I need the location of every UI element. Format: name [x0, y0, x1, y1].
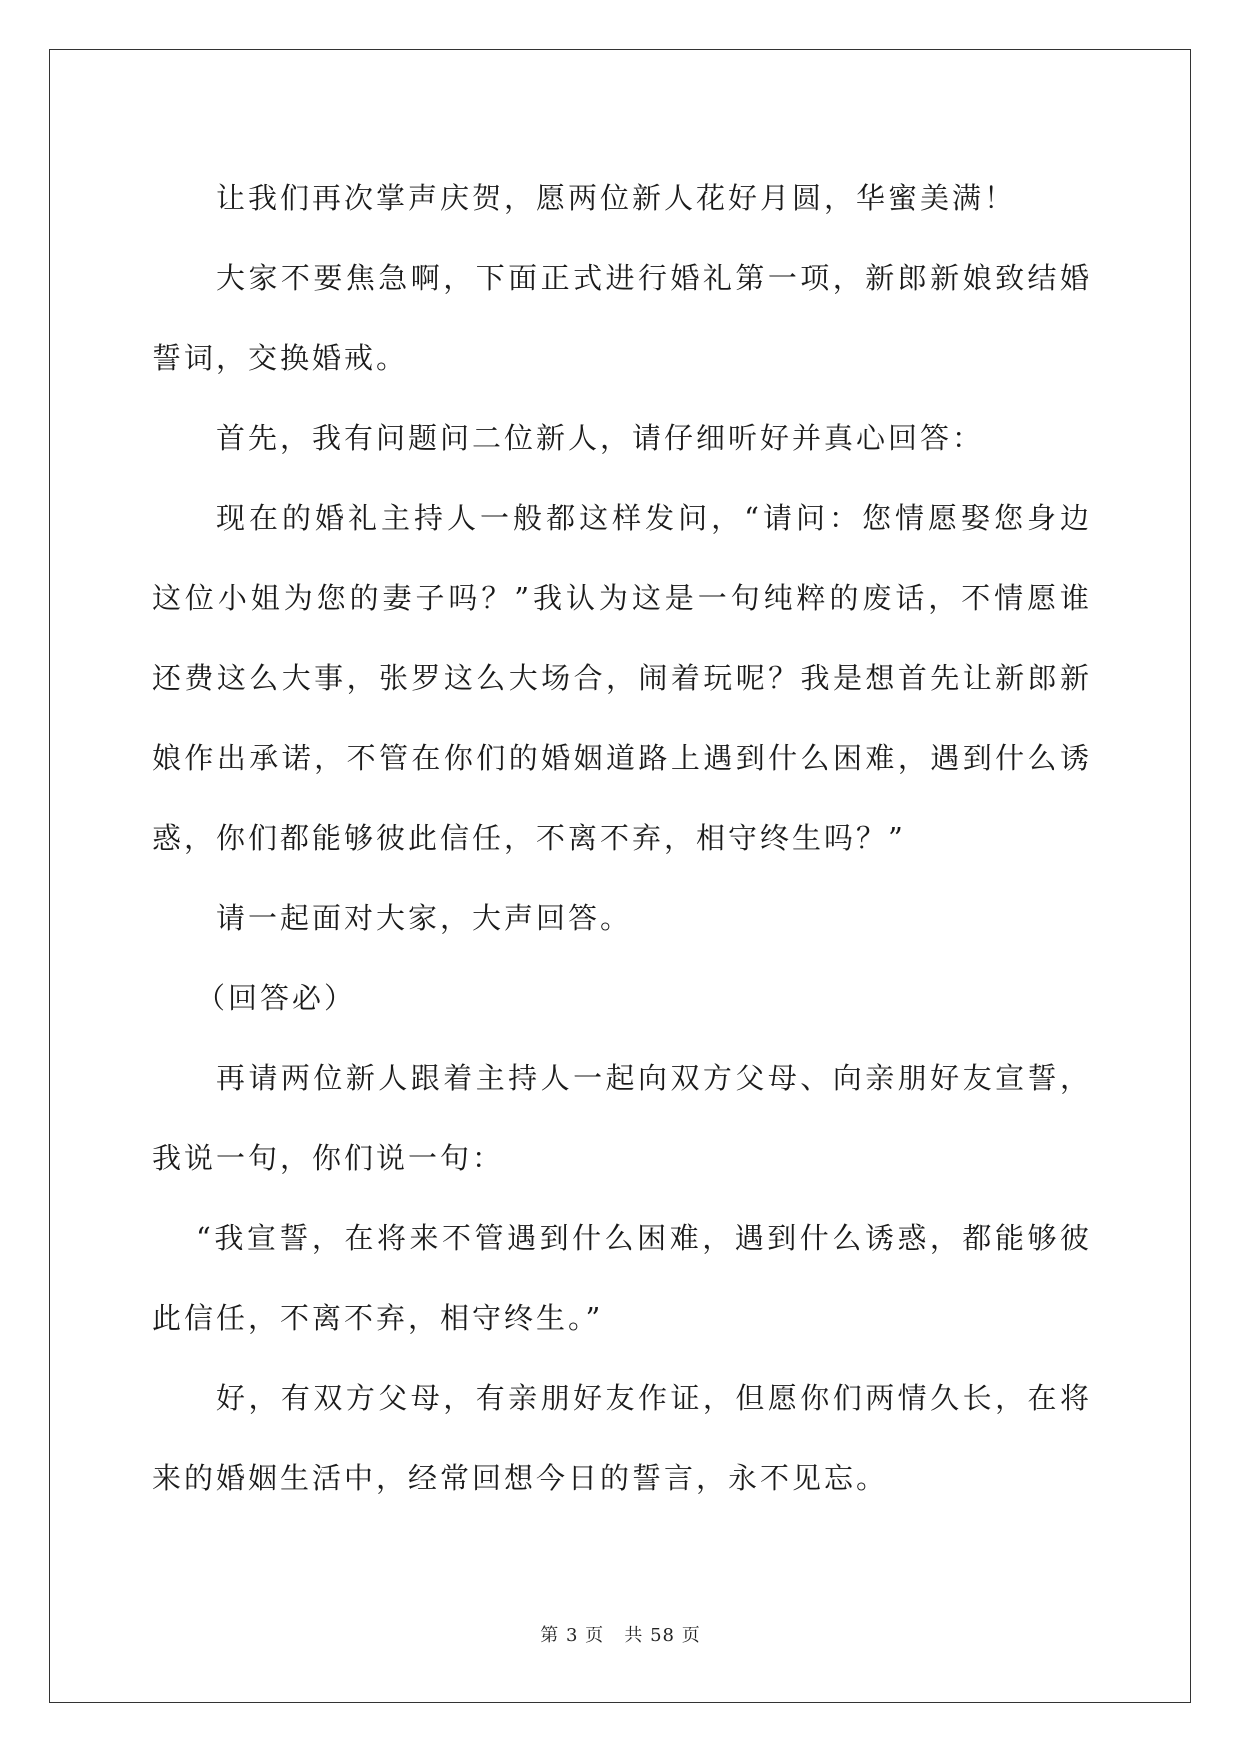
- paragraph: 大家不要焦急啊，下面正式进行婚礼第一项，新郎新娘致结婚誓词，交换婚戒。: [152, 261, 1092, 375]
- paragraph: 好，有双方父母，有亲朋好友作证，但愿你们两情久长，在将来的婚姻生活中，经常回想今日的誓言，永不见忘。: [152, 1381, 1092, 1495]
- document-body: [152, 158, 1092, 1518]
- page-number: 第 3 页: [540, 1625, 605, 1646]
- paragraph: 首先，我有问题问二位新人，请仔细听好并真心回答：: [216, 421, 985, 455]
- paragraph: 现在的婚礼主持人一般都这样发问，“请问：您情愿娶您身边这位小姐为您的妻子吗？”我认为这是一句纯粹的废话，不情愿谁还费这么大事，张罗这么大场合，闹着玩呢？我是想首先让新郎新娘作出承诺，不管在你们的婚姻道路上遇到什么困难，遇到什么诱惑，你们都能够彼此信任，不离不弃，相守终生吗？”: [152, 501, 1092, 855]
- page-footer: [0, 1621, 1241, 1647]
- paragraph: “我宣誓，在将来不管遇到什么困难，遇到什么诱惑，都能够彼此信任，不离不弃，相守终生。”: [152, 1221, 1092, 1335]
- page-total: 共 58 页: [624, 1625, 701, 1646]
- paragraph: 请一起面对大家，大声回答。: [216, 901, 633, 935]
- paragraph: 让我们再次掌声庆贺，愿两位新人花好月圆，华蜜美满！: [216, 181, 1017, 215]
- paragraph: 再请两位新人跟着主持人一起向双方父母、向亲朋好友宣誓，我说一句，你们说一句：: [152, 1061, 1092, 1175]
- paragraph: （回答必）: [196, 981, 357, 1015]
